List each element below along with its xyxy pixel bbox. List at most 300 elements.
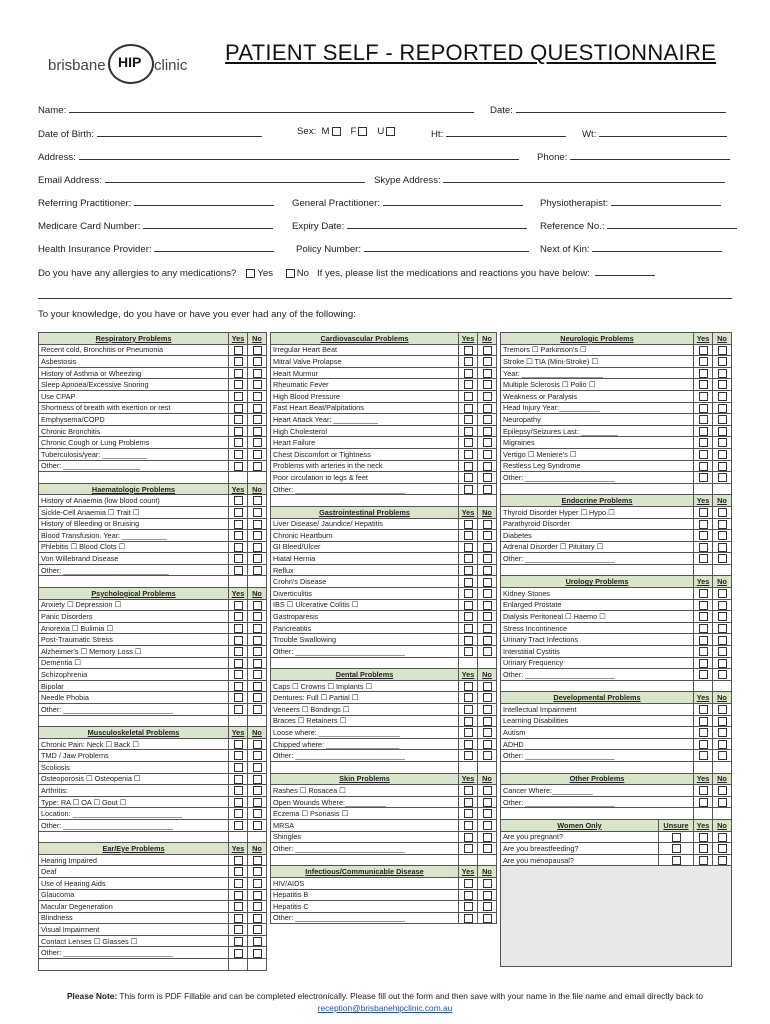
- no-checkbox[interactable]: [483, 427, 492, 436]
- yes-checkbox[interactable]: [464, 531, 473, 540]
- no-checkbox[interactable]: [483, 833, 492, 842]
- no-checkbox[interactable]: [253, 821, 262, 830]
- no-checkbox[interactable]: [718, 670, 727, 679]
- yes-checkbox[interactable]: [234, 763, 243, 772]
- condition-row: [271, 425, 497, 437]
- yes-checkbox[interactable]: [464, 647, 473, 656]
- yes-checkbox[interactable]: [699, 380, 708, 389]
- yes-checkbox[interactable]: [699, 427, 708, 436]
- policy-input[interactable]: [364, 241, 529, 252]
- spacer-row: [501, 808, 732, 820]
- dob-input[interactable]: [97, 126, 262, 137]
- no-checkbox[interactable]: [483, 543, 492, 552]
- yes-checkbox[interactable]: [464, 717, 473, 726]
- no-checkbox[interactable]: [483, 450, 492, 459]
- allergy-input-inline[interactable]: [595, 265, 655, 276]
- yes-checkbox[interactable]: [699, 647, 708, 656]
- no-checkbox[interactable]: [483, 682, 492, 691]
- skype-input[interactable]: [443, 172, 725, 183]
- yes-checkbox[interactable]: [234, 786, 243, 795]
- sex-f-checkbox[interactable]: [358, 127, 367, 136]
- yes-checkbox[interactable]: [699, 508, 708, 517]
- no-checkbox[interactable]: [253, 867, 262, 876]
- no-checkbox[interactable]: [718, 717, 727, 726]
- yes-checkbox[interactable]: [234, 392, 243, 401]
- yes-checkbox[interactable]: [464, 566, 473, 575]
- no-checkbox[interactable]: [718, 786, 727, 795]
- no-checkbox[interactable]: [718, 415, 727, 424]
- no-checkbox[interactable]: [483, 740, 492, 749]
- condition-label: Visual Impairment: [39, 924, 229, 936]
- no-column-header: No: [248, 333, 267, 345]
- yes-checkbox[interactable]: [464, 346, 473, 355]
- no-checkbox[interactable]: [253, 647, 262, 656]
- yes-checkbox[interactable]: [234, 879, 243, 888]
- yes-checkbox[interactable]: [234, 856, 243, 865]
- section-header: [501, 692, 732, 704]
- condition-label: Other: ___________________________: [39, 819, 229, 831]
- no-checkbox[interactable]: [253, 914, 262, 923]
- yes-checkbox[interactable]: [234, 450, 243, 459]
- no-checkbox[interactable]: [253, 566, 262, 575]
- yes-checkbox[interactable]: [234, 415, 243, 424]
- yes-checkbox[interactable]: [699, 462, 708, 471]
- gp-field: General Practitioner:: [292, 195, 523, 209]
- no-checkbox[interactable]: [483, 879, 492, 888]
- no-checkbox[interactable]: [483, 844, 492, 853]
- yes-checkbox[interactable]: [464, 427, 473, 436]
- no-checkbox[interactable]: [718, 636, 727, 645]
- no-checkbox[interactable]: [718, 554, 727, 563]
- expiry-input[interactable]: [347, 218, 527, 229]
- no-checkbox[interactable]: [253, 682, 262, 691]
- yes-checkbox[interactable]: [699, 543, 708, 552]
- no-checkbox[interactable]: [483, 438, 492, 447]
- no-checkbox[interactable]: [253, 659, 262, 668]
- no-checkbox[interactable]: [253, 775, 262, 784]
- no-checkbox[interactable]: [253, 415, 262, 424]
- no-checkbox[interactable]: [253, 438, 262, 447]
- no-checkbox[interactable]: [253, 380, 262, 389]
- yes-checkbox[interactable]: [234, 369, 243, 378]
- yes-checkbox[interactable]: [234, 404, 243, 413]
- yes-checkbox[interactable]: [464, 601, 473, 610]
- no-checkbox[interactable]: [483, 728, 492, 737]
- yes-checkbox[interactable]: [234, 867, 243, 876]
- yes-checkbox[interactable]: [699, 612, 708, 621]
- condition-row: [271, 877, 497, 889]
- no-checkbox[interactable]: [483, 485, 492, 494]
- yes-checkbox[interactable]: [234, 914, 243, 923]
- yes-checkbox[interactable]: [699, 751, 708, 760]
- yes-checkbox[interactable]: [464, 914, 473, 923]
- unsure-checkbox[interactable]: [672, 833, 681, 842]
- yes-checkbox[interactable]: [699, 473, 708, 482]
- yes-checkbox[interactable]: [699, 438, 708, 447]
- no-checkbox[interactable]: [253, 763, 262, 772]
- email-input[interactable]: [105, 172, 365, 183]
- allergy-yes-checkbox[interactable]: [246, 269, 255, 278]
- no-checkbox[interactable]: [718, 369, 727, 378]
- condition-row: [501, 669, 732, 681]
- no-checkbox[interactable]: [253, 705, 262, 714]
- yes-checkbox[interactable]: [699, 554, 708, 563]
- no-checkbox[interactable]: [483, 357, 492, 366]
- no-checkbox[interactable]: [483, 624, 492, 633]
- no-checkbox[interactable]: [483, 891, 492, 900]
- no-checkbox[interactable]: [253, 404, 262, 413]
- yes-checkbox[interactable]: [234, 566, 243, 575]
- no-checkbox[interactable]: [253, 496, 262, 505]
- condition-row: [271, 831, 497, 843]
- yes-checkbox[interactable]: [464, 369, 473, 378]
- no-checkbox[interactable]: [253, 636, 262, 645]
- yes-checkbox[interactable]: [464, 543, 473, 552]
- yes-checkbox[interactable]: [699, 670, 708, 679]
- no-checkbox[interactable]: [718, 531, 727, 540]
- no-checkbox[interactable]: [253, 740, 262, 749]
- unsure-checkbox[interactable]: [672, 856, 681, 865]
- no-column-header: No: [713, 692, 732, 704]
- no-checkbox[interactable]: [253, 624, 262, 633]
- yes-checkbox[interactable]: [234, 543, 243, 552]
- yes-checkbox[interactable]: [699, 589, 708, 598]
- condition-row: [39, 866, 267, 878]
- yes-checkbox[interactable]: [464, 624, 473, 633]
- no-checkbox[interactable]: [253, 520, 262, 529]
- yes-checkbox[interactable]: [699, 531, 708, 540]
- yes-checkbox[interactable]: [234, 496, 243, 505]
- no-checkbox[interactable]: [718, 856, 727, 865]
- no-checkbox[interactable]: [483, 902, 492, 911]
- no-checkbox[interactable]: [253, 693, 262, 702]
- yes-checkbox[interactable]: [234, 612, 243, 621]
- no-checkbox[interactable]: [718, 798, 727, 807]
- no-checkbox[interactable]: [483, 798, 492, 807]
- yes-checkbox[interactable]: [464, 462, 473, 471]
- yes-checkbox[interactable]: [699, 786, 708, 795]
- yes-checkbox[interactable]: [699, 844, 708, 853]
- no-checkbox[interactable]: [483, 520, 492, 529]
- yes-checkbox[interactable]: [234, 798, 243, 807]
- yes-checkbox[interactable]: [234, 647, 243, 656]
- no-checkbox[interactable]: [718, 740, 727, 749]
- yes-checkbox[interactable]: [464, 485, 473, 494]
- yes-checkbox[interactable]: [234, 693, 243, 702]
- no-checkbox[interactable]: [483, 636, 492, 645]
- no-checkbox[interactable]: [483, 473, 492, 482]
- no-checkbox[interactable]: [483, 693, 492, 702]
- condition-row: [39, 460, 267, 472]
- yes-checkbox[interactable]: [234, 902, 243, 911]
- no-checkbox[interactable]: [483, 821, 492, 830]
- yes-checkbox[interactable]: [464, 415, 473, 424]
- women-question-row: [501, 843, 732, 855]
- yes-checkbox[interactable]: [699, 601, 708, 610]
- no-column-header: No: [713, 333, 732, 345]
- yes-checkbox[interactable]: [464, 589, 473, 598]
- yes-checkbox[interactable]: [699, 392, 708, 401]
- spacer-row: [501, 483, 732, 495]
- yes-checkbox[interactable]: [699, 369, 708, 378]
- no-checkbox[interactable]: [718, 520, 727, 529]
- no-checkbox[interactable]: [718, 427, 727, 436]
- yes-checkbox[interactable]: [234, 949, 243, 958]
- yes-checkbox[interactable]: [699, 357, 708, 366]
- yes-checkbox[interactable]: [464, 902, 473, 911]
- no-checkbox[interactable]: [483, 531, 492, 540]
- yes-checkbox[interactable]: [464, 879, 473, 888]
- no-checkbox[interactable]: [718, 589, 727, 598]
- no-checkbox[interactable]: [718, 438, 727, 447]
- sex-m-checkbox[interactable]: [332, 127, 341, 136]
- yes-checkbox[interactable]: [699, 740, 708, 749]
- gp-input[interactable]: [383, 195, 523, 206]
- no-checkbox[interactable]: [718, 357, 727, 366]
- no-checkbox[interactable]: [718, 404, 727, 413]
- reception-email-link[interactable]: reception@brisbanehipclinic.com.au: [317, 1003, 453, 1013]
- yes-checkbox[interactable]: [234, 427, 243, 436]
- yes-checkbox[interactable]: [234, 705, 243, 714]
- yes-checkbox[interactable]: [234, 438, 243, 447]
- condition-row: [39, 495, 267, 507]
- yes-checkbox[interactable]: [699, 717, 708, 726]
- yes-checkbox[interactable]: [464, 891, 473, 900]
- no-checkbox[interactable]: [253, 902, 262, 911]
- no-checkbox[interactable]: [253, 369, 262, 378]
- yes-checkbox[interactable]: [699, 856, 708, 865]
- no-checkbox[interactable]: [718, 543, 727, 552]
- no-checkbox[interactable]: [483, 554, 492, 563]
- yes-checkbox[interactable]: [234, 554, 243, 563]
- no-checkbox[interactable]: [483, 589, 492, 598]
- no-checkbox[interactable]: [253, 531, 262, 540]
- no-checkbox[interactable]: [483, 462, 492, 471]
- name-input[interactable]: [69, 102, 474, 113]
- yes-checkbox[interactable]: [464, 705, 473, 714]
- no-column-header: No: [478, 773, 497, 785]
- weight-input[interactable]: [599, 126, 727, 137]
- no-checkbox[interactable]: [253, 937, 262, 946]
- no-checkbox[interactable]: [253, 543, 262, 552]
- no-checkbox[interactable]: [483, 380, 492, 389]
- no-checkbox[interactable]: [253, 508, 262, 517]
- address-input[interactable]: [79, 149, 519, 160]
- yes-checkbox[interactable]: [464, 693, 473, 702]
- yes-checkbox[interactable]: [699, 520, 708, 529]
- yes-checkbox[interactable]: [234, 520, 243, 529]
- condition-row: [271, 796, 497, 808]
- yes-checkbox[interactable]: [464, 520, 473, 529]
- condition-row: [501, 414, 732, 426]
- no-checkbox[interactable]: [253, 612, 262, 621]
- yes-checkbox[interactable]: [234, 531, 243, 540]
- yes-checkbox[interactable]: [699, 636, 708, 645]
- no-checkbox[interactable]: [483, 809, 492, 818]
- yes-checkbox[interactable]: [234, 937, 243, 946]
- yes-checkbox[interactable]: [464, 578, 473, 587]
- no-checkbox[interactable]: [253, 601, 262, 610]
- yes-checkbox[interactable]: [699, 346, 708, 355]
- yes-checkbox[interactable]: [699, 450, 708, 459]
- no-checkbox[interactable]: [483, 404, 492, 413]
- yes-checkbox[interactable]: [464, 380, 473, 389]
- no-checkbox[interactable]: [253, 798, 262, 807]
- yes-checkbox[interactable]: [234, 891, 243, 900]
- no-checkbox[interactable]: [718, 833, 727, 842]
- yes-checkbox[interactable]: [234, 751, 243, 760]
- kin-input[interactable]: [592, 241, 722, 252]
- yes-checkbox[interactable]: [464, 357, 473, 366]
- no-checkbox[interactable]: [253, 554, 262, 563]
- yes-checkbox[interactable]: [464, 473, 473, 482]
- yes-checkbox[interactable]: [464, 740, 473, 749]
- no-checkbox[interactable]: [253, 949, 262, 958]
- no-checkbox[interactable]: [253, 357, 262, 366]
- phone-input[interactable]: [570, 149, 730, 160]
- no-checkbox[interactable]: [253, 346, 262, 355]
- no-checkbox[interactable]: [718, 659, 727, 668]
- yes-checkbox[interactable]: [234, 636, 243, 645]
- section-header: [501, 773, 732, 785]
- date-input[interactable]: [516, 102, 726, 113]
- no-checkbox[interactable]: [483, 346, 492, 355]
- sex-u-checkbox[interactable]: [386, 127, 395, 136]
- yes-checkbox[interactable]: [464, 554, 473, 563]
- yes-column-header: Yes: [229, 483, 248, 495]
- no-checkbox[interactable]: [483, 717, 492, 726]
- yes-checkbox[interactable]: [234, 357, 243, 366]
- no-checkbox[interactable]: [718, 844, 727, 853]
- yes-checkbox[interactable]: [234, 925, 243, 934]
- condition-label: Chest Discomfort or Tightness: [271, 448, 459, 460]
- no-checkbox[interactable]: [718, 751, 727, 760]
- no-checkbox[interactable]: [483, 751, 492, 760]
- yes-checkbox[interactable]: [699, 624, 708, 633]
- yes-checkbox[interactable]: [234, 601, 243, 610]
- no-checkbox[interactable]: [253, 891, 262, 900]
- no-checkbox[interactable]: [253, 925, 262, 934]
- unsure-checkbox[interactable]: [672, 844, 681, 853]
- yes-checkbox[interactable]: [464, 844, 473, 853]
- no-checkbox[interactable]: [253, 751, 262, 760]
- yes-checkbox[interactable]: [464, 392, 473, 401]
- allergy-line[interactable]: [38, 288, 732, 302]
- no-checkbox[interactable]: [483, 566, 492, 575]
- yes-checkbox[interactable]: [234, 740, 243, 749]
- no-checkbox[interactable]: [718, 647, 727, 656]
- yes-checkbox[interactable]: [699, 798, 708, 807]
- yes-checkbox[interactable]: [464, 821, 473, 830]
- yes-checkbox[interactable]: [464, 404, 473, 413]
- yes-checkbox[interactable]: [234, 821, 243, 830]
- yes-checkbox[interactable]: [699, 705, 708, 714]
- no-checkbox[interactable]: [253, 462, 262, 471]
- no-checkbox[interactable]: [718, 705, 727, 714]
- no-checkbox[interactable]: [718, 392, 727, 401]
- yes-checkbox[interactable]: [464, 833, 473, 842]
- yes-checkbox[interactable]: [234, 809, 243, 818]
- physio-input[interactable]: [611, 195, 721, 206]
- yes-checkbox[interactable]: [699, 659, 708, 668]
- medicare-input[interactable]: [143, 218, 273, 229]
- no-checkbox[interactable]: [718, 624, 727, 633]
- no-checkbox[interactable]: [253, 427, 262, 436]
- empty-filler: [501, 866, 732, 967]
- yes-checkbox[interactable]: [464, 809, 473, 818]
- yes-checkbox[interactable]: [234, 624, 243, 633]
- no-checkbox[interactable]: [718, 612, 727, 621]
- no-checkbox[interactable]: [718, 508, 727, 517]
- no-checkbox[interactable]: [718, 728, 727, 737]
- insurance-input[interactable]: [154, 241, 274, 252]
- yes-checkbox[interactable]: [464, 438, 473, 447]
- no-checkbox[interactable]: [253, 809, 262, 818]
- yes-checkbox[interactable]: [464, 728, 473, 737]
- no-checkbox[interactable]: [483, 415, 492, 424]
- yes-checkbox[interactable]: [234, 659, 243, 668]
- yes-checkbox[interactable]: [464, 612, 473, 621]
- reference-input[interactable]: [607, 218, 737, 229]
- yes-checkbox[interactable]: [234, 380, 243, 389]
- no-checkbox[interactable]: [718, 462, 727, 471]
- yes-checkbox[interactable]: [699, 833, 708, 842]
- no-checkbox[interactable]: [483, 647, 492, 656]
- no-checkbox[interactable]: [253, 856, 262, 865]
- yes-checkbox[interactable]: [464, 786, 473, 795]
- yes-checkbox[interactable]: [699, 415, 708, 424]
- no-checkbox[interactable]: [253, 670, 262, 679]
- yes-checkbox[interactable]: [699, 404, 708, 413]
- weight-field: Wt:: [582, 126, 727, 140]
- no-checkbox[interactable]: [718, 473, 727, 482]
- no-checkbox[interactable]: [253, 879, 262, 888]
- no-checkbox[interactable]: [483, 786, 492, 795]
- yes-checkbox[interactable]: [464, 682, 473, 691]
- no-checkbox[interactable]: [483, 705, 492, 714]
- no-checkbox[interactable]: [483, 392, 492, 401]
- no-checkbox[interactable]: [718, 346, 727, 355]
- yes-checkbox[interactable]: [234, 462, 243, 471]
- referring-input[interactable]: [134, 195, 274, 206]
- yes-checkbox[interactable]: [464, 636, 473, 645]
- yes-checkbox[interactable]: [234, 682, 243, 691]
- no-checkbox[interactable]: [718, 450, 727, 459]
- yes-checkbox[interactable]: [464, 798, 473, 807]
- no-checkbox[interactable]: [253, 450, 262, 459]
- no-checkbox[interactable]: [483, 612, 492, 621]
- no-checkbox[interactable]: [718, 601, 727, 610]
- spacer-row: [39, 472, 267, 484]
- no-checkbox[interactable]: [253, 786, 262, 795]
- condition-label: Rashes ☐ Rosacea ☐: [271, 785, 459, 797]
- height-input[interactable]: [446, 126, 566, 137]
- allergy-no-checkbox[interactable]: [286, 269, 295, 278]
- yes-checkbox[interactable]: [234, 670, 243, 679]
- yes-checkbox[interactable]: [234, 346, 243, 355]
- no-checkbox[interactable]: [483, 601, 492, 610]
- yes-checkbox[interactable]: [234, 775, 243, 784]
- yes-checkbox[interactable]: [464, 751, 473, 760]
- no-checkbox[interactable]: [483, 914, 492, 923]
- no-checkbox[interactable]: [253, 392, 262, 401]
- yes-checkbox[interactable]: [699, 728, 708, 737]
- no-checkbox[interactable]: [483, 578, 492, 587]
- no-checkbox[interactable]: [718, 380, 727, 389]
- yes-checkbox[interactable]: [234, 508, 243, 517]
- yes-checkbox[interactable]: [464, 450, 473, 459]
- no-checkbox[interactable]: [483, 369, 492, 378]
